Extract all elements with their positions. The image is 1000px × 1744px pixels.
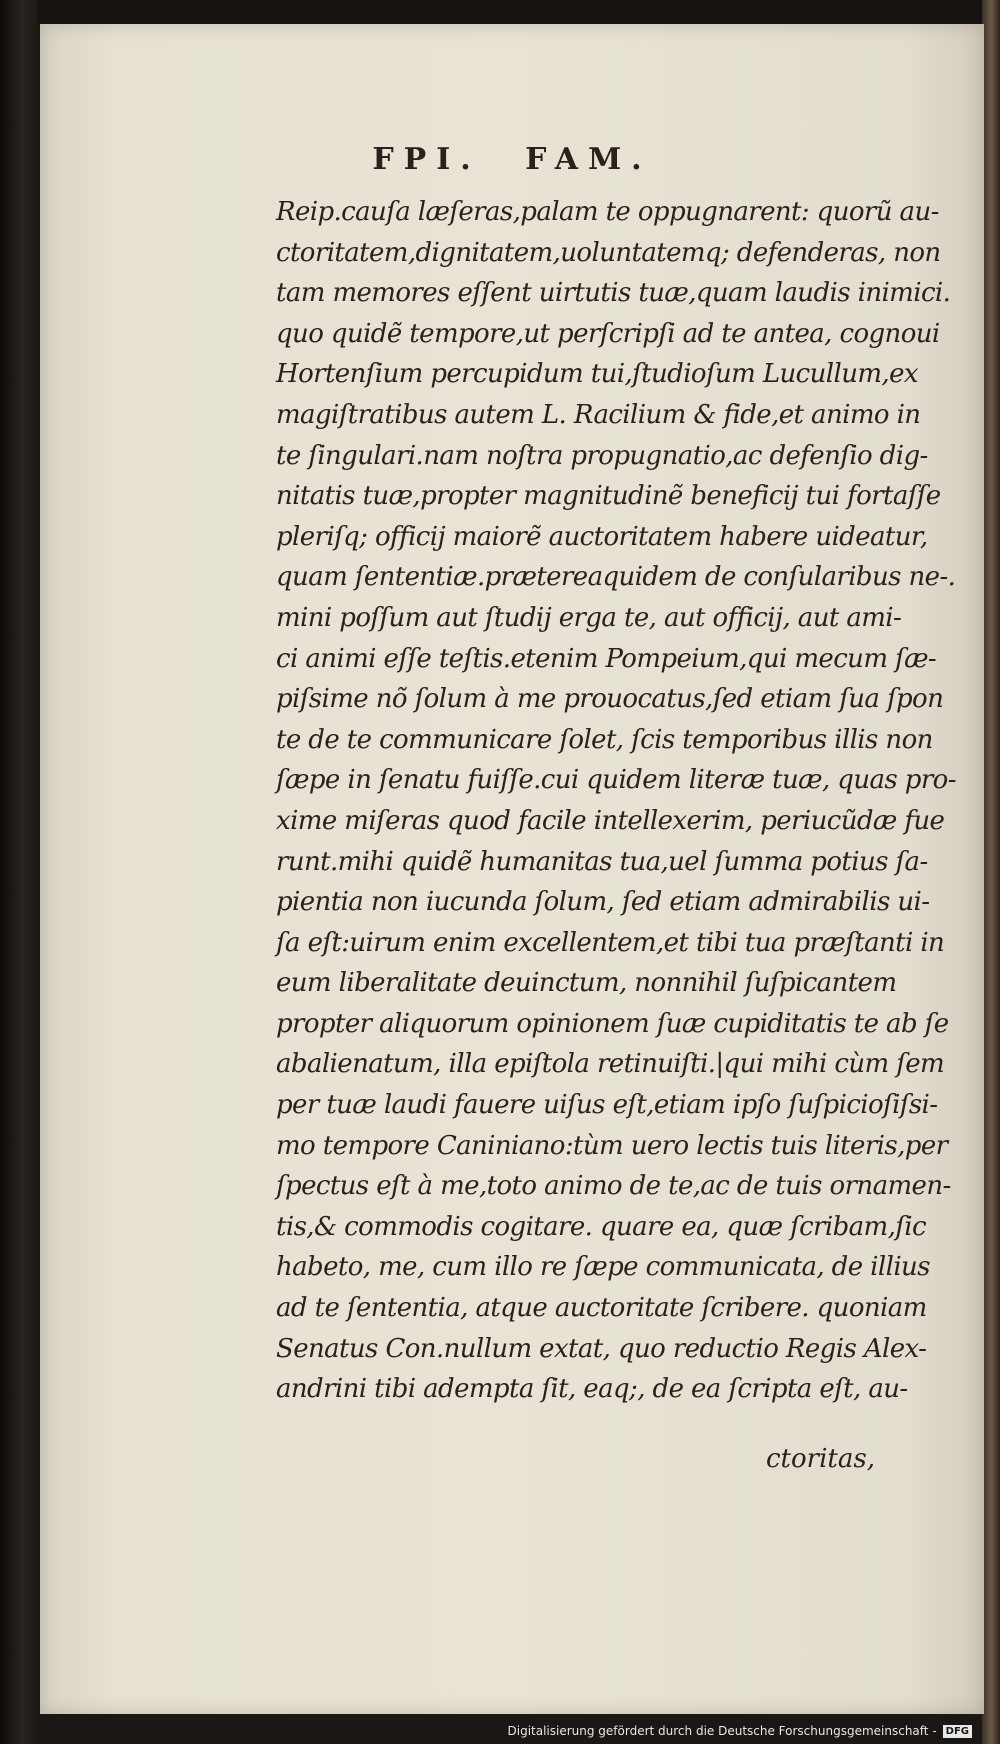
paper-page [40, 24, 984, 1714]
text-line: tam memores eſſent uirtutis tuæ,quam laudis inimici. [276, 278, 951, 309]
text-line: nitatis tuæ,propter magnitudinẽ beneficij tui fortaſſe [276, 481, 941, 512]
body-text [276, 192, 966, 1410]
text-line: propter aliquorum opinionem ſuæ cupiditatis te ab ſe [276, 1008, 949, 1039]
text-line: pientia non iucunda ſolum, ſed etiam admirabilis ui- [276, 887, 930, 918]
text-line: ſpectus eſt à me,toto animo de te,ac de tuis ornamen- [276, 1171, 951, 1202]
digitization-credit [508, 1724, 973, 1738]
text-line: ſa eſt:uirum enim excellentem,et tibi tua præſtanti in [276, 927, 945, 958]
text-line: ſæpe in ſenatu fuiſſe.cui quidem literæ tuæ, quas pro- [276, 765, 956, 796]
text-line: te ſingulari.nam noſtra propugnatio,ac defenſio dig- [276, 440, 928, 471]
text-line: runt.mihi quidẽ humanitas tua,uel ſumma potius ſa- [276, 846, 928, 877]
running-header-right: FAM. [525, 142, 652, 177]
text-line: ad te ſententia, atque auctoritate ſcribere. quoniam [276, 1293, 927, 1324]
running-header-left: FPI. [372, 142, 481, 177]
book-spine [0, 0, 38, 1744]
catchword: ctoritas, [766, 1444, 875, 1474]
text-line: quam ſententiæ.prætereaquidem de conſularibus ne-. [276, 562, 956, 593]
text-line: te de te communicare ſolet, ſcis temporibus illis non [276, 724, 933, 755]
text-line: quo quidẽ tempore,ut perſcripſi ad te antea, cognoui [276, 318, 940, 349]
text-line: andrini tibi adempta ſit, eaq;, de ea ſcripta eſt, au- [276, 1374, 908, 1405]
text-line: Reip.cauſa læſeras,palam te oppugnarent: quorũ au- [276, 197, 939, 227]
text-line: abalienatum, illa epiſtola retinuiſti.|qui mihi cùm ſem [276, 1049, 945, 1080]
text-line: pleriſq; officij maiorẽ auctoritatem habere uideatur, [276, 521, 928, 552]
text-line: xime miſeras quod facile intellexerim, periucũdæ fue [276, 805, 945, 836]
text-line: Hortenſium percupidum tui,ſtudioſum Lucullum,ex [276, 359, 918, 390]
running-header [40, 142, 984, 177]
credit-text: Digitalisierung gefördert durch die Deutsche Forschungsgemeinschaft - [507, 1724, 937, 1738]
text-line: mini poſſum aut ſtudij erga te, aut officij, aut ami- [276, 602, 902, 633]
text-line: ctoritatem,dignitatem,uoluntatemq; defenderas, non [276, 237, 941, 268]
text-line: per tuæ laudi fauere uiſus eſt,etiam ipſo ſuſpicioſiſsi- [276, 1090, 938, 1121]
text-line: Senatus Con.nullum extat, quo reductio Regis Alex- [276, 1333, 927, 1364]
book-fore-edge [982, 0, 1000, 1744]
text-line: tis,& commodis cogitare. quare ea, quæ ſcribam,ſic [276, 1211, 926, 1242]
dfg-logo: DFG [943, 1725, 972, 1738]
text-line: magiſtratibus autem L. Racilium & fide,et animo in [276, 399, 921, 430]
text-line: piſsime nõ ſolum à me prouocatus,ſed etiam ſua ſpon [276, 684, 944, 715]
text-line: ci animi eſſe teſtis.etenim Pompeium,qui mecum ſæ- [276, 643, 937, 674]
scan-top-border [38, 0, 982, 24]
text-line: eum liberalitate deuinctum, nonnihil ſuſpicantem [276, 968, 897, 999]
text-line: habeto, me, cum illo re ſæpe communicata, de illius [276, 1252, 930, 1283]
text-line: mo tempore Caniniano:tùm uero lectis tuis literis,per [276, 1130, 948, 1161]
